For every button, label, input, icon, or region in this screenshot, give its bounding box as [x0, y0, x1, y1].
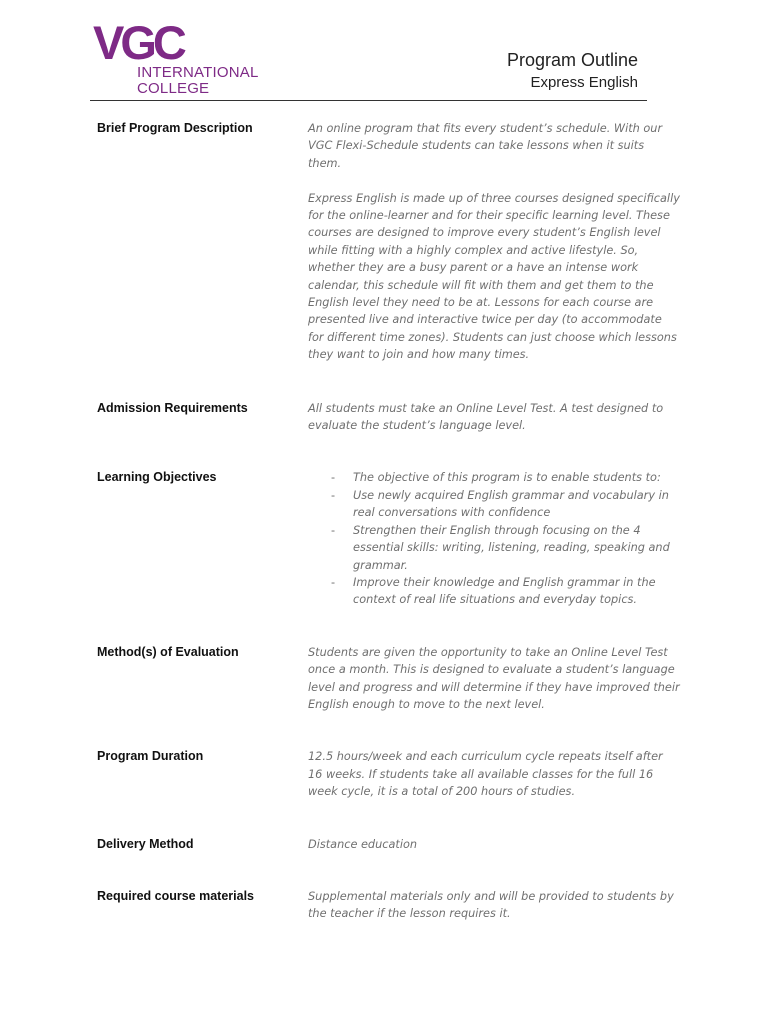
- objective-item: [331, 522, 680, 574]
- objective-text: Strengthen their English through focusing on the 4 essential skills: writing, listening, reading, speaking and grammar.: [353, 523, 670, 572]
- objective-text: Use newly acquired English grammar and vocabulary in real conversations with confidence: [353, 488, 669, 520]
- content-learning-objectives: [308, 469, 680, 608]
- materials-text: Supplemental materials only and will be provided to students by the teacher if the lesson requires it.: [308, 889, 674, 921]
- title-block: [507, 48, 638, 94]
- logo-line-international: INTERNATIONAL: [137, 64, 259, 81]
- evaluation-text: Students are given the opportunity to take an Online Level Test once a month. This is designed to evaluate a student’s language level and progress and will determine if they have improved their English enough to move to the next level.: [308, 645, 680, 711]
- row-learning-objectives: [97, 469, 687, 608]
- bullet-dash: -: [331, 523, 336, 537]
- content-delivery-method: [308, 836, 680, 853]
- content-program-duration: [308, 748, 680, 800]
- objective-item: [331, 574, 680, 609]
- label-program-duration: Program Duration: [97, 749, 204, 764]
- logo-line-college: COLLEGE: [137, 80, 210, 97]
- label-required-course-materials: Required course materials: [97, 888, 255, 903]
- row-program-description: [97, 120, 687, 364]
- content-program-description: [308, 120, 680, 364]
- delivery-text: Distance education: [308, 837, 418, 851]
- objectives-list: [308, 469, 680, 608]
- description-paragraph-2: Express English is made up of three courses designed specifically for the online-learner and for their specific learning level. These courses are designed to improve every student’s English level while fitting with a highly complex and active lifestyle. So, whether they are a busy parent or a have an intense work calendar, this schedule will fit with them and get them to the English level they need to be at. Lessons for each course are presented live and interactive twice per day (to accommodate for different time zones). Students can just choose which lessons they want to join and how many times.: [308, 191, 680, 362]
- program-outline-table: [97, 120, 687, 923]
- duration-text: 12.5 hours/week and each curriculum cycle repeats itself after 16 weeks. If students take all available classes for the full 16 week cycle, it is a total of 200 hours of studies.: [308, 750, 663, 799]
- content-admission-requirements: [308, 400, 680, 435]
- bullet-dash: -: [331, 488, 336, 502]
- header-divider: [90, 100, 647, 101]
- row-program-duration: [97, 748, 687, 800]
- objective-text: The objective of this program is to enable students to:: [353, 471, 661, 485]
- logo-mark: VGC: [93, 16, 183, 69]
- label-delivery-method: Delivery Method: [97, 836, 194, 851]
- label-admission-requirements: Admission Requirements: [97, 400, 248, 415]
- label-methods-of-evaluation: Method(s) of Evaluation: [97, 644, 239, 659]
- label-program-description: Brief Program Description: [97, 121, 253, 135]
- row-delivery-method: [97, 836, 687, 853]
- row-admission-requirements: [97, 400, 687, 435]
- document-title: Program Outline: [506, 50, 638, 70]
- objective-text: Improve their knowledge and English grammar in the context of real life situations and everyday topics.: [353, 575, 656, 607]
- description-paragraph-1: An online program that fits every student’s schedule. With our VGC Flexi-Schedule students can take lessons when it suits them.: [308, 122, 663, 170]
- bullet-dash: -: [331, 471, 336, 485]
- page-header: [0, 0, 768, 104]
- label-learning-objectives: Learning Objectives: [97, 470, 217, 485]
- objective-item: [331, 487, 680, 522]
- row-required-course-materials: [97, 888, 687, 923]
- vgc-logo: [93, 16, 265, 100]
- bullet-dash: -: [331, 575, 336, 589]
- admission-text: All students must take an Online Level Test. A test designed to evaluate the student’s language level.: [308, 401, 664, 433]
- content-required-course-materials: [308, 888, 680, 923]
- row-methods-of-evaluation: [97, 644, 687, 714]
- objective-item: [331, 469, 680, 486]
- content-methods-of-evaluation: [308, 644, 680, 714]
- document-subtitle: Express English: [530, 74, 638, 91]
